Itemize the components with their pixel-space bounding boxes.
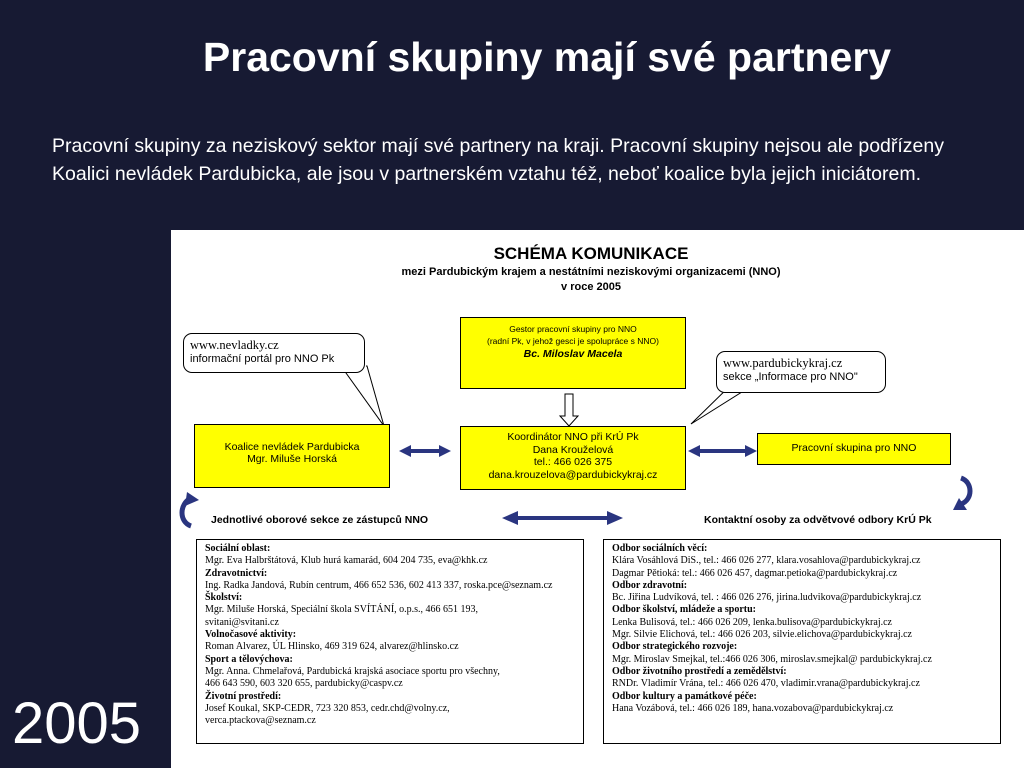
curved-arrow-right bbox=[961, 478, 970, 504]
right-list-entry: Mgr. Silvie Elichová, tel.: 466 026 203, silvie.elichova@pardubickykraj.cz bbox=[612, 629, 912, 641]
koalice-box bbox=[194, 424, 390, 488]
koordinator-line4: dana.krouzelova@pardubickykraj.cz bbox=[488, 468, 658, 481]
left-list-heading: Školství: bbox=[205, 592, 243, 604]
right-list-heading: Odbor kultury a památkové péče: bbox=[612, 690, 757, 702]
koordinator-box bbox=[460, 426, 686, 490]
left-contact-list bbox=[196, 539, 584, 744]
left-list-heading: Zdravotnictví: bbox=[205, 567, 268, 579]
schema-year-line: v roce 2005 bbox=[561, 281, 621, 293]
skupina-box: Pracovní skupina pro NNO bbox=[757, 433, 951, 465]
koordinator-line1: Koordinátor NNO při KrÚ Pk bbox=[507, 431, 639, 443]
callout-right bbox=[716, 351, 886, 393]
gestor-line2: (radní Pk, v jehož gesci je spolupráce s NNO) bbox=[487, 336, 659, 346]
right-list-entry: RNDr. Vladimír Vrána, tel.: 466 026 470, vladimir.vrana@pardubickykraj.cz bbox=[612, 678, 920, 690]
right-list-entry: Bc. Jiřina Ludvíková, tel. : 466 026 276, jirina.ludvikova@pardubickykraj.cz bbox=[612, 592, 922, 604]
nevladky-desc: informační portál pro NNO Pk bbox=[190, 353, 335, 365]
left-list-entry: Mgr. Anna. Chmelařová, Pardubická krajská asociace sportu pro všechny, bbox=[205, 665, 500, 677]
schema-title: SCHÉMA KOMUNIKACE bbox=[493, 244, 689, 263]
right-list-heading: Odbor strategického rozvoje: bbox=[612, 641, 738, 653]
koalice-line2: Mgr. Miluše Horská bbox=[247, 453, 337, 465]
double-arrow-bottom bbox=[502, 511, 623, 525]
double-arrow-right bbox=[688, 445, 757, 457]
gestor-box bbox=[460, 317, 686, 389]
right-list-heading: Odbor zdravotní: bbox=[612, 579, 688, 591]
left-list-entry: Mgr. Eva Halbrštátová, Klub hurá kamarád, 604 204 735, eva@khk.cz bbox=[205, 555, 488, 567]
left-list-heading: Životní prostředí: bbox=[205, 690, 282, 702]
right-list-entry: Lenka Bulisová, tel.: 466 026 209, lenka.bulisova@pardubickykraj.cz bbox=[612, 616, 892, 628]
schema-subtitle: mezi Pardubickým krajem a nestátními neziskovými organizacemi (NNO) bbox=[401, 266, 781, 278]
koordinator-line2: Dana Krouželová bbox=[532, 443, 614, 456]
right-section-label: Kontaktní osoby za odvětvové odbory KrÚ Pk bbox=[704, 514, 932, 526]
double-arrow-left bbox=[399, 445, 451, 457]
right-list-entry: Dagmar Pětioká: tel.: 466 026 457, dagmar.petioka@pardubickykraj.cz bbox=[612, 567, 898, 579]
callout-left-tail bbox=[341, 366, 384, 426]
left-list-entry: Ing. Radka Jandová, Rubín centrum, 466 652 536, 602 413 337, roska.pce@seznam.cz bbox=[205, 579, 553, 591]
communication-schema-image bbox=[171, 230, 1024, 768]
gestor-name: Bc. Miloslav Macela bbox=[523, 348, 623, 360]
kraj-url: www.pardubickykraj.cz bbox=[723, 356, 843, 370]
koordinator-line3: tel.: 466 026 375 bbox=[533, 456, 613, 468]
left-list-entry: Mgr. Miluše Horská, Speciální škola SVÍTÁNÍ, o.p.s., 466 651 193, bbox=[205, 604, 479, 616]
left-list-heading: Sociální oblast: bbox=[205, 543, 271, 554]
koalice-line1: Koalice nevládek Pardubicka bbox=[224, 441, 360, 453]
right-list-entry: Klára Vosáhlová DiS., tel.: 466 026 277, klara.vosahlova@pardubickykraj.cz bbox=[612, 555, 921, 567]
right-list-heading: Odbor životního prostředí a zemědělství: bbox=[612, 665, 787, 677]
left-section-label: Jednotlivé oborové sekce ze zástupců NNO bbox=[211, 514, 429, 526]
nevladky-url: www.nevladky.cz bbox=[190, 338, 279, 352]
down-arrow bbox=[560, 394, 578, 426]
year-label: 2005 bbox=[12, 691, 142, 756]
right-list-heading: Odbor sociálních věcí: bbox=[612, 543, 708, 554]
left-list-entry: svitani@svitani.cz bbox=[205, 616, 279, 628]
intro-text: Pracovní skupiny za neziskový sektor mají své partnery na kraji. Pracovní skupiny nejsou ale podřízeny Koalici nevládek Pardubicka, ale jsou v partnerském vztahu též, neboť koalice byla jejich iniciátorem. bbox=[52, 135, 945, 185]
left-list-entry: Roman Alvarez, ÚL Hlinsko, 469 319 624, alvarez@hlinsko.cz bbox=[205, 641, 459, 653]
left-list-heading: Volnočasové aktivity: bbox=[205, 629, 297, 641]
left-list-entry: verca.ptackova@seznam.cz bbox=[205, 715, 316, 727]
right-list-entry: Hana Vozábová, tel.: 466 026 189, hana.vozabova@pardubickykraj.cz bbox=[612, 702, 894, 714]
left-list-heading: Sport a tělovýchova: bbox=[205, 653, 293, 665]
right-contact-list bbox=[603, 539, 1001, 744]
left-list-entry: Josef Koukal, SKP-CEDR, 723 320 853, cedr.chd@volny.cz, bbox=[205, 702, 450, 714]
slide-title: Pracovní skupiny mají své partnery bbox=[202, 34, 892, 80]
right-list-heading: Odbor školství, mládeže a sportu: bbox=[612, 604, 756, 616]
left-list-entry: 466 643 590, 603 320 655, pardubicky@caspv.cz bbox=[205, 678, 403, 690]
callout-left bbox=[183, 333, 365, 373]
gestor-line1: Gestor pracovní skupiny pro NNO bbox=[509, 324, 637, 334]
right-list-entry: Mgr. Miroslav Smejkal, tel.:466 026 306, miroslav.smejkal@ pardubickykraj.cz bbox=[612, 653, 932, 665]
kraj-desc: sekce „Informace pro NNO" bbox=[723, 371, 858, 383]
